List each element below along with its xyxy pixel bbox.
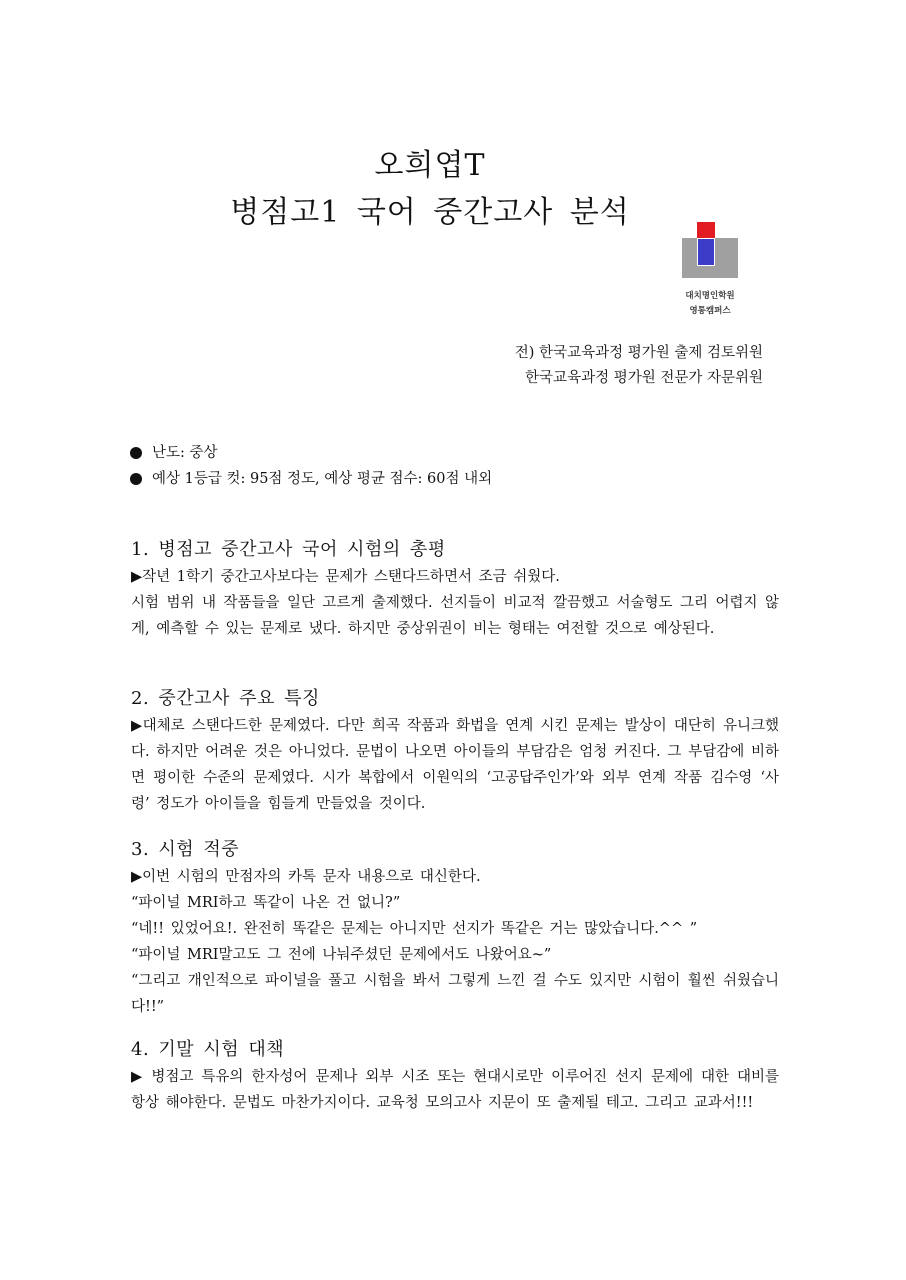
section-features: [131, 685, 779, 817]
paragraph: ▶작년 1학기 중간고사보다는 문제가 스탠다드하면서 조금 쉬웠다.: [131, 569, 560, 585]
section-body: [131, 564, 779, 642]
section-overview: [131, 536, 779, 642]
section-final-prep: [131, 1036, 779, 1116]
section-heading: 1. 병점고 중간고사 국어 시험의 총평: [131, 539, 446, 560]
logo-academy-name: 대치명인학원: [685, 291, 735, 301]
logo-red-block-icon: [697, 222, 715, 238]
academy-logo: [668, 218, 752, 322]
section-body: [131, 713, 779, 817]
quote: “그리고 개인적으로 파이널을 풀고 시험을 봐서 그렇게 느낀 걸 수도 있지만 시험이 훨씬 쉬웠습니다!!”: [131, 973, 779, 1015]
paragraph: 시험 범위 내 작품들을 일단 고르게 출제했다. 선지들이 비교적 깔끔했고 서술형도 그리 어렵지 않게, 예측할 수 있는 문제로 냈다. 하지만 중상위권이 비는 형태는 여전할 것으로 예상된다.: [131, 595, 779, 637]
paragraph: ▶대체로 스탠다드한 문제였다. 다만 희곡 작품과 화법을 연계 시킨 문제는 발상이 대단히 유니크했다. 하지만 어려운 것은 아니었다. 문법이 나오면 아이들의 부담감은 엄청 커진다. 그 부담감에 비하면 평이한 수준의 문제였다. 시가 복합에서 이원익의 ‘고공답주인가’와 외부 연계 작품 김수영 ‘사령’ 정도가 아이들을 힘들게 만들었을 것이다.: [131, 718, 780, 812]
quote: “파이널 MRI말고도 그 전에 나눠주셨던 문제에서도 나왔어요~”: [131, 947, 552, 963]
bullet-dot-icon: [130, 473, 142, 485]
logo-blue-block-icon: [697, 238, 715, 266]
summary-item-cutoff: [130, 466, 492, 492]
section-heading: 2. 중간고사 주요 특징: [131, 688, 320, 709]
section-body: [131, 1064, 779, 1116]
affiliation-line-1: 전) 한국교육과정 평가원 출제 검토위원: [514, 345, 763, 361]
logo-campus-name: 영통캠퍼스: [689, 306, 731, 316]
page-author: 오희엽T: [374, 148, 486, 183]
section-body: [131, 864, 779, 1020]
section-hits: [131, 836, 779, 1020]
section-heading: 3. 시험 적중: [131, 839, 240, 860]
paragraph: ▶ 병점고 특유의 한자성어 문제나 외부 시조 또는 현대시로만 이루어진 선지 문제에 대한 대비를 항상 해야한다. 문법도 마찬가지이다. 교육청 모의고사 지문이 또 출제될 테고. 그리고 교과서!!!: [131, 1069, 779, 1111]
quote: “네!! 있었어요!. 완전히 똑같은 문제는 아니지만 선지가 똑같은 거는 많았습니다.^^ ”: [131, 921, 698, 937]
summary-list: [130, 440, 492, 492]
page-title: 병점고1 국어 중간고사 분석: [230, 195, 630, 230]
paragraph: ▶이번 시험의 만점자의 카톡 문자 내용으로 대신한다.: [131, 869, 481, 885]
affiliation-line-2: 한국교육과정 평가원 전문가 자문위원: [525, 370, 763, 386]
summary-text: 난도: 중상: [152, 445, 218, 461]
bullet-dot-icon: [130, 447, 142, 459]
quote: “파이널 MRI하고 똑같이 나온 건 없니?”: [131, 895, 401, 911]
section-heading: 4. 기말 시험 대책: [131, 1039, 285, 1060]
summary-text: 예상 1등급 컷: 95점 정도, 예상 평균 점수: 60점 내외: [152, 471, 493, 487]
summary-item-difficulty: [130, 440, 492, 466]
